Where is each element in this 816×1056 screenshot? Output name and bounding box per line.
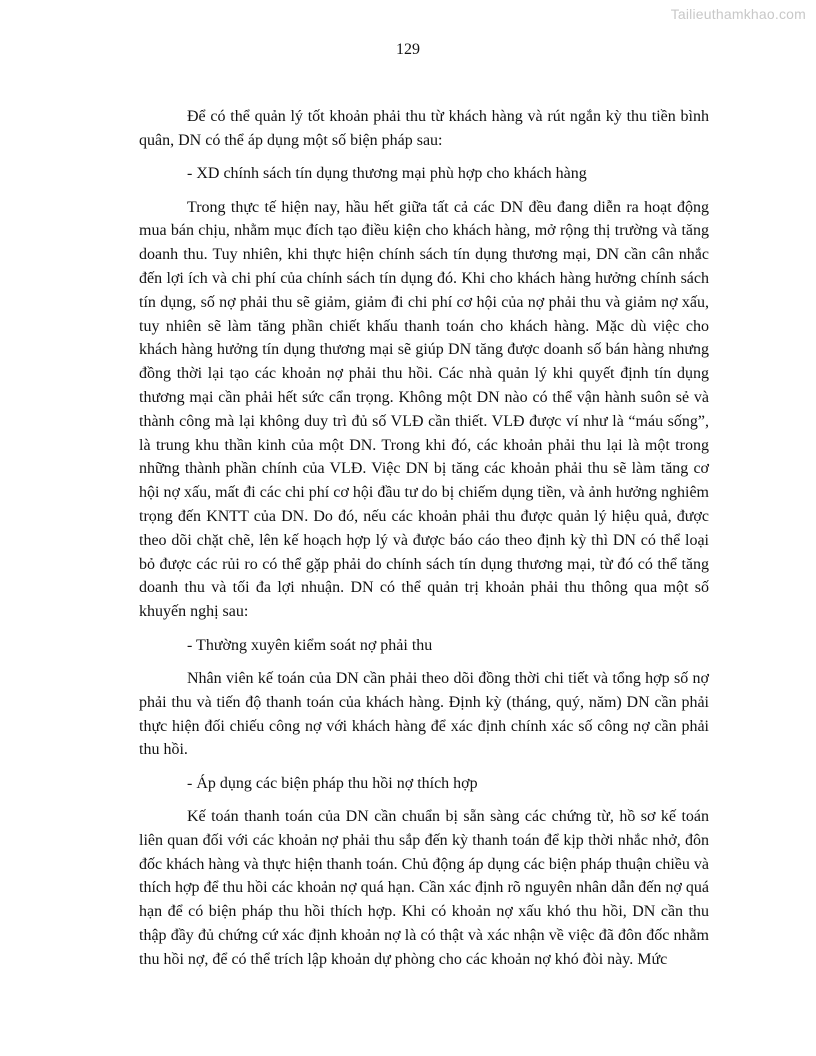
document-body <box>139 105 709 981</box>
page-number: 129 <box>396 41 420 58</box>
section-heading-credit-policy: - XD chính sách tín dụng thương mại phù hợp cho khách hàng <box>187 165 587 183</box>
watermark-text: Tailieuthamkhao.com <box>670 6 806 22</box>
section-heading-debt-recovery: - Áp dụng các biện pháp thu hồi nợ thích hợp <box>187 774 478 792</box>
credit-policy-paragraph: Trong thực tế hiện nay, hầu hết giữa tất cả các DN đều đang diễn ra hoạt động mua bán chịu, nhằm mục đích tạo điều kiện cho khách hàng, mở rộng thị trường và tăng doanh thu. Tuy nhiên, khi thực hiện chính sách tín dụng thương mại, DN cần cân nhắc đến lợi ích và chi phí của chính sách tín dụng đó. Khi cho khách hàng hưởng chính sách tín dụng, số nợ phải thu sẽ giảm, giảm đi chi phí cơ hội của nợ phải thu và giảm nợ xấu, tuy nhiên sẽ làm tăng phần chiết khấu thanh toán cho khách hàng. Mặc dù việc cho khách hàng hưởng tín dụng thương mại sẽ giúp DN tăng được doanh số bán hàng nhưng đồng thời lại tạo các khoản nợ phải thu hồi. Các nhà quản lý khi quyết định tín dụng thương mại cần phải hết sức cẩn trọng. Không một DN nào có thể vận hành suôn sẻ và thành công mà lại không duy trì đủ số VLĐ cần thiết. VLĐ được ví như là “máu sống”, là trung khu thần kinh của một DN. Trong khi đó, các khoản phải thu lại là một trong những thành phần chính của VLĐ. Việc DN bị tăng các khoản phải thu sẽ làm tăng cơ hội nợ xấu, mất đi các chi phí cơ hội đầu tư do bị chiếm dụng tiền, và ảnh hưởng nghiêm trọng đến KNTT của DN. Do đó, nếu các khoản phải thu được quản lý hiệu quả, được theo dõi chặt chẽ, lên kế hoạch hợp lý và được báo cáo theo định kỳ thì DN có thể loại bỏ được các rủi ro có thể gặp phải do chính sách tín dụng thương mại, từ đó có thể tăng doanh thu và tối đa lợi nhuận. DN có thể quản trị khoản phải thu thông qua một số khuyến nghị sau: <box>139 198 709 621</box>
intro-paragraph: Để có thể quản lý tốt khoản phải thu từ khách hàng và rút ngắn kỳ thu tiền bình quân, DN có thể áp dụng một số biện pháp sau: <box>139 108 709 149</box>
receivable-control-paragraph: Nhân viên kế toán của DN cần phải theo dõi đồng thời chi tiết và tổng hợp số nợ phải thu và tiến độ thanh toán của khách hàng. Định kỳ (tháng, quý, năm) DN cần phải thực hiện đối chiếu công nợ với khách hàng để xác định chính xác số công nợ cần phải thu hồi. <box>139 669 709 759</box>
debt-recovery-paragraph: Kế toán thanh toán của DN cần chuẩn bị sẵn sàng các chứng từ, hồ sơ kế toán liên quan đối với các khoản nợ phải thu sắp đến kỳ thanh toán để kịp thời nhắc nhở, đôn đốc khách hàng và thực hiện thanh toán. Chủ động áp dụng các biện pháp thuận chiều và thích hợp để thu hồi các khoản nợ quá hạn. Cần xác định rõ nguyên nhân dẫn đến nợ quá hạn để có biện pháp thu hồi thích hợp. Khi có khoản nợ xấu khó thu hồi, DN cần thu thập đầy đủ chứng cứ xác định khoản nợ là có thật và xác nhận về việc đã đôn đốc nhằm thu hồi nợ, để có thể trích lập khoản dự phòng cho các khoản nợ khó đòi này. Mức <box>139 808 709 968</box>
section-heading-receivable-control: - Thường xuyên kiểm soát nợ phải thu <box>187 636 433 654</box>
